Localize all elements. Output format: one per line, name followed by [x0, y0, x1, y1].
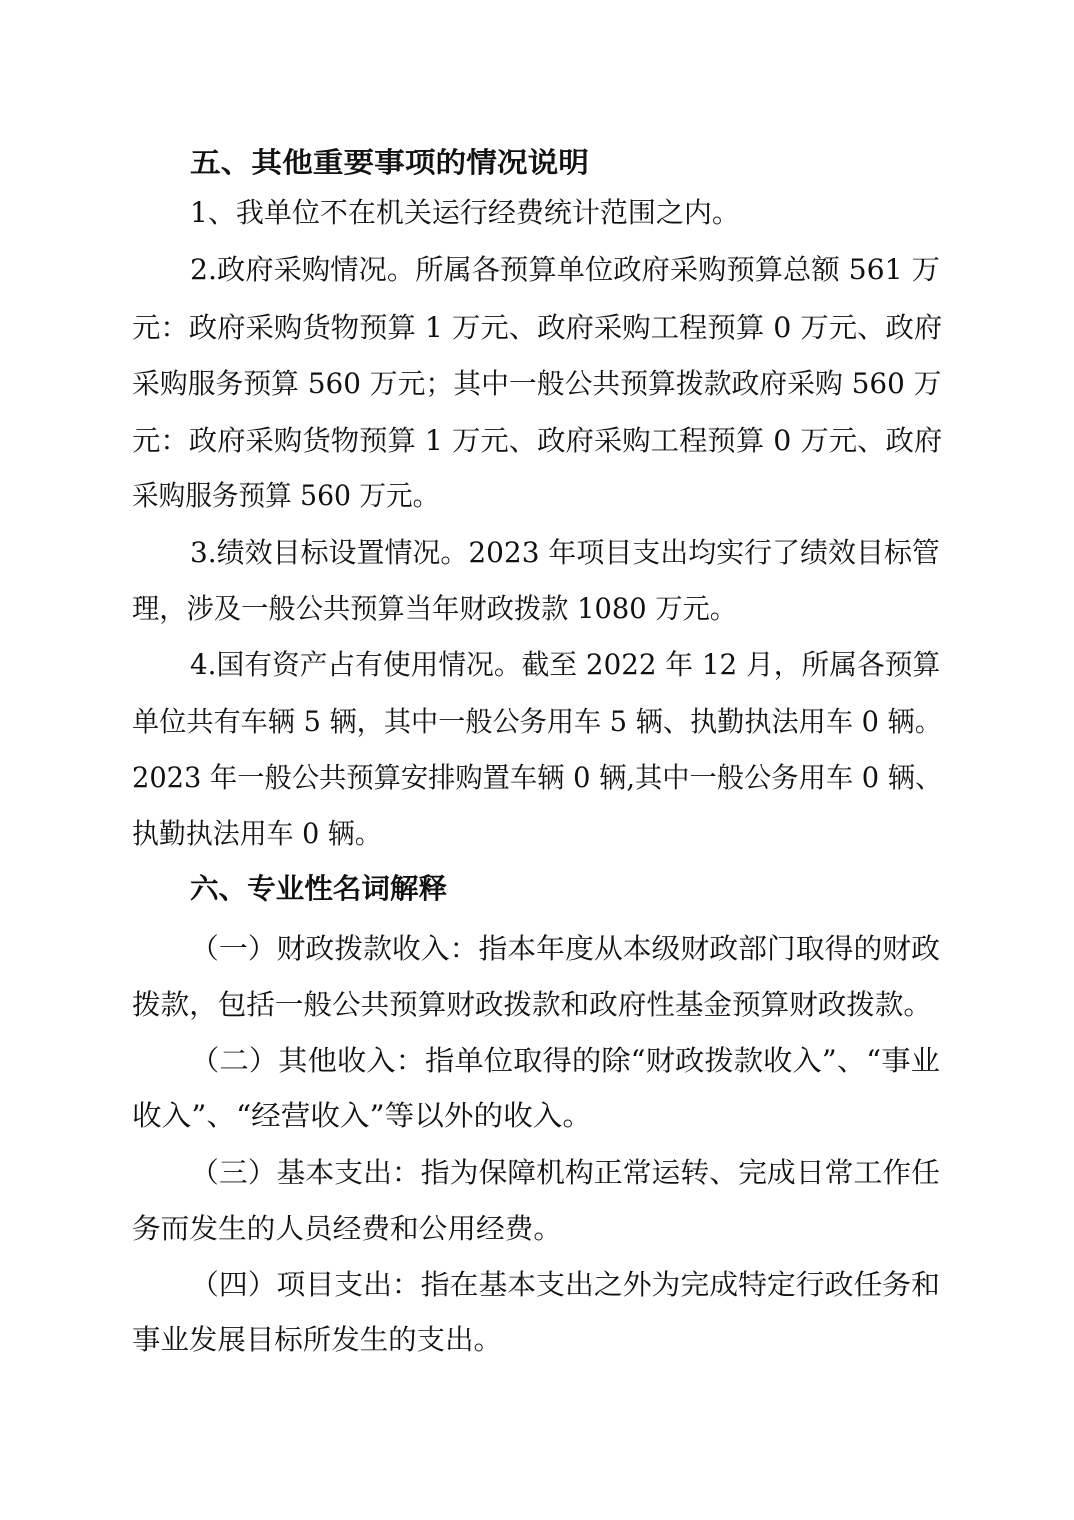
- paragraph-line: 理，涉及一般公共预算当年财政拨款 1080 万元。: [132, 592, 738, 625]
- term-basic-expenditure-line-2: [0, 1209, 1074, 1249]
- paragraph-procurement-line-3: [0, 364, 1074, 404]
- paragraph-line: 1、我单位不在机关运行经费统计范围之内。: [190, 196, 740, 229]
- paragraph-line: 元：政府采购货物预算 1 万元、政府采购工程预算 0 万元、政府: [132, 311, 943, 344]
- paragraph-line: 执勤执法用车 0 辆。: [132, 817, 382, 850]
- term-basic-expenditure-line-1: [0, 1153, 1074, 1193]
- paragraph-line: 3.绩效目标设置情况。2023 年项目支出均实行了绩效目标管: [190, 536, 940, 569]
- paragraph-operating-expenses: [0, 193, 1074, 233]
- paragraph-procurement-line-5: [0, 476, 1074, 516]
- section-heading-other-matters: [0, 143, 1074, 183]
- paragraph-line: 采购服务预算 560 万元。: [132, 479, 440, 512]
- paragraph-assets-line-2: [0, 702, 1074, 742]
- paragraph-line: （四）项目支出：指在基本支出之外为完成特定行政任务和: [190, 1268, 941, 1301]
- paragraph-line: 单位共有车辆 5 辆，其中一般公务用车 5 辆、执勤执法用车 0 辆。: [132, 705, 942, 738]
- section-heading-text: 六、专业性名词解释: [190, 872, 448, 905]
- paragraph-performance-line-1: [0, 533, 1074, 573]
- paragraph-line: 收入”、“经营收入”等以外的收入。: [132, 1099, 592, 1132]
- term-fiscal-appropriation-line-2: [0, 985, 1074, 1025]
- paragraph-assets-line-1: [0, 645, 1074, 685]
- paragraph-procurement-line-2: [0, 308, 1074, 348]
- term-other-income-line-2: [0, 1096, 1074, 1136]
- section-heading-text: 五、其他重要事项的情况说明: [190, 146, 590, 179]
- paragraph-line: （二）其他收入：指单位取得的除“财政拨款收入”、“事业: [190, 1044, 940, 1077]
- term-other-income-line-1: [0, 1041, 1074, 1081]
- paragraph-line: 2023 年一般公共预算安排购置车辆 0 辆,其中一般公务用车 0 辆、: [132, 761, 943, 794]
- paragraph-line: 采购服务预算 560 万元；其中一般公共预算拨款政府采购 560 万: [132, 367, 942, 400]
- paragraph-line: 4.国有资产占有使用情况。截至 2022 年 12 月，所属各预算: [190, 648, 941, 681]
- paragraph-line: （三）基本支出：指为保障机构正常运转、完成日常工作任: [190, 1156, 941, 1189]
- paragraph-assets-line-3: [0, 758, 1074, 798]
- paragraph-line: 拨款，包括一般公共预算财政拨款和政府性基金预算财政拨款。: [132, 988, 933, 1021]
- section-heading-terms: [0, 869, 1074, 909]
- paragraph-procurement-line-1: [0, 250, 1074, 290]
- paragraph-line: 2.政府采购情况。所属各预算单位政府采购预算总额 561 万: [190, 253, 940, 286]
- paragraph-line: 元：政府采购货物预算 1 万元、政府采购工程预算 0 万元、政府: [132, 424, 943, 457]
- paragraph-performance-line-2: [0, 589, 1074, 629]
- term-project-expenditure-line-1: [0, 1265, 1074, 1305]
- paragraph-line: 事业发展目标所发生的支出。: [132, 1323, 503, 1356]
- term-fiscal-appropriation-line-1: [0, 929, 1074, 969]
- paragraph-assets-line-4: [0, 814, 1074, 854]
- paragraph-line: 务而发生的人员经费和公用经费。: [132, 1212, 563, 1245]
- paragraph-line: （一）财政拨款收入：指本年度从本级财政部门取得的财政: [190, 932, 941, 965]
- paragraph-procurement-line-4: [0, 421, 1074, 461]
- term-project-expenditure-line-2: [0, 1320, 1074, 1360]
